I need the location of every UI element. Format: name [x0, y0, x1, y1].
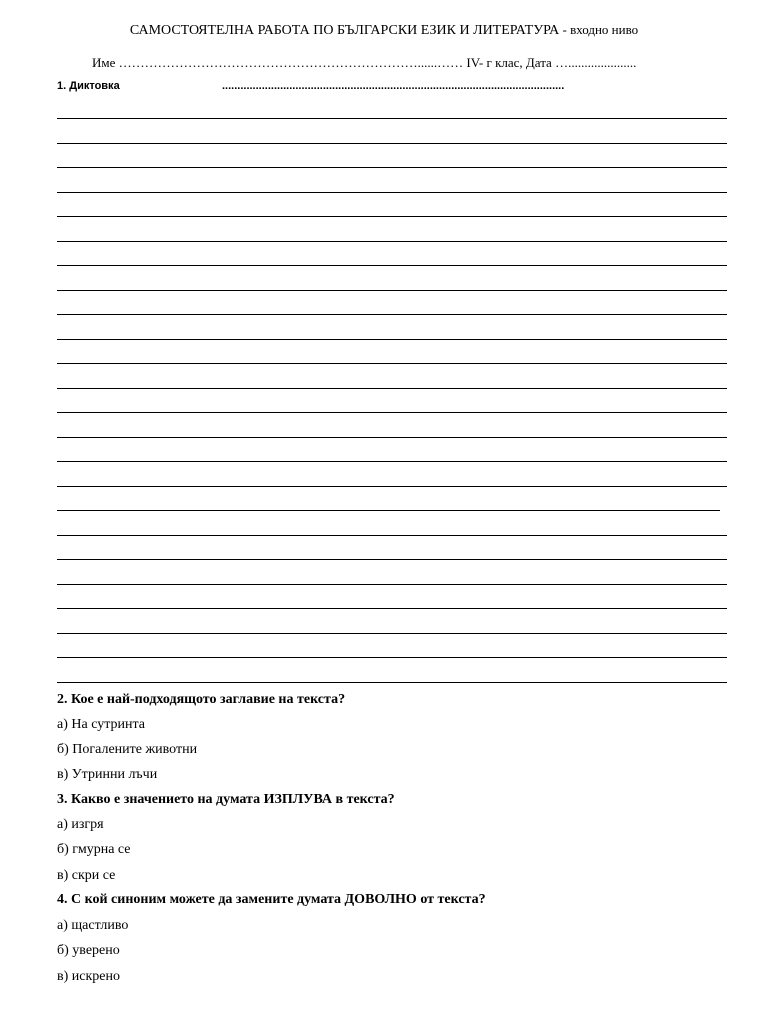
writing-line — [57, 559, 727, 560]
writing-line — [57, 216, 727, 217]
writing-line — [57, 608, 727, 609]
writing-line — [57, 412, 727, 413]
dictation-heading — [57, 80, 717, 92]
writing-line — [57, 192, 727, 193]
writing-line — [57, 510, 720, 511]
question-3-option-a: а) изгря — [57, 817, 104, 832]
student-info-line: Име ……………………………………………………………......…… IV- г клас, Дата …..................... — [92, 55, 637, 70]
writing-line — [57, 535, 727, 536]
writing-line — [57, 363, 727, 364]
writing-line — [57, 339, 727, 340]
writing-line — [57, 143, 727, 144]
dictation-dots: ................................................................................................................ — [222, 80, 565, 92]
writing-line — [57, 265, 727, 266]
question-2: 2. Кое е най-подходящото заглавие на текста? — [57, 692, 346, 707]
writing-line — [57, 118, 727, 119]
question-4-option-b: б) уверено — [57, 943, 120, 958]
writing-line — [57, 657, 727, 658]
title-text: САМОСТОЯТЕЛНА РАБОТА ПО БЪЛГАРСКИ ЕЗИК И ЛИТЕРАТУРА — [129, 23, 560, 38]
question-4-option-a: а) щастливо — [57, 918, 129, 933]
writing-line — [57, 584, 727, 585]
dictation-label: 1. Диктовка — [57, 80, 120, 92]
writing-line — [57, 633, 727, 634]
question-2-option-b: б) Погалените животни — [57, 742, 198, 757]
question-3-option-c: в) скри се — [57, 868, 116, 883]
writing-line — [57, 314, 727, 315]
title-subtitle: - входно ниво — [559, 22, 639, 37]
writing-line — [57, 486, 727, 487]
writing-line — [57, 388, 727, 389]
question-3: 3. Какво е значението на думата ИЗПЛУВА в текста? — [57, 792, 395, 807]
question-3-option-b: б) гмурна се — [57, 842, 131, 857]
writing-line — [57, 290, 727, 291]
writing-line — [57, 461, 727, 462]
writing-line — [57, 682, 727, 683]
question-4-option-c: в) искрено — [57, 969, 120, 984]
question-4: 4. С кой синоним можете да замените думата ДОВОЛНО от текста? — [57, 892, 486, 907]
writing-line — [57, 437, 727, 438]
question-2-option-c: в) Утринни лъчи — [57, 767, 158, 782]
writing-line — [57, 241, 727, 242]
question-2-option-a: а) На сутринта — [57, 717, 146, 732]
writing-line — [57, 167, 727, 168]
worksheet-title — [0, 22, 768, 39]
